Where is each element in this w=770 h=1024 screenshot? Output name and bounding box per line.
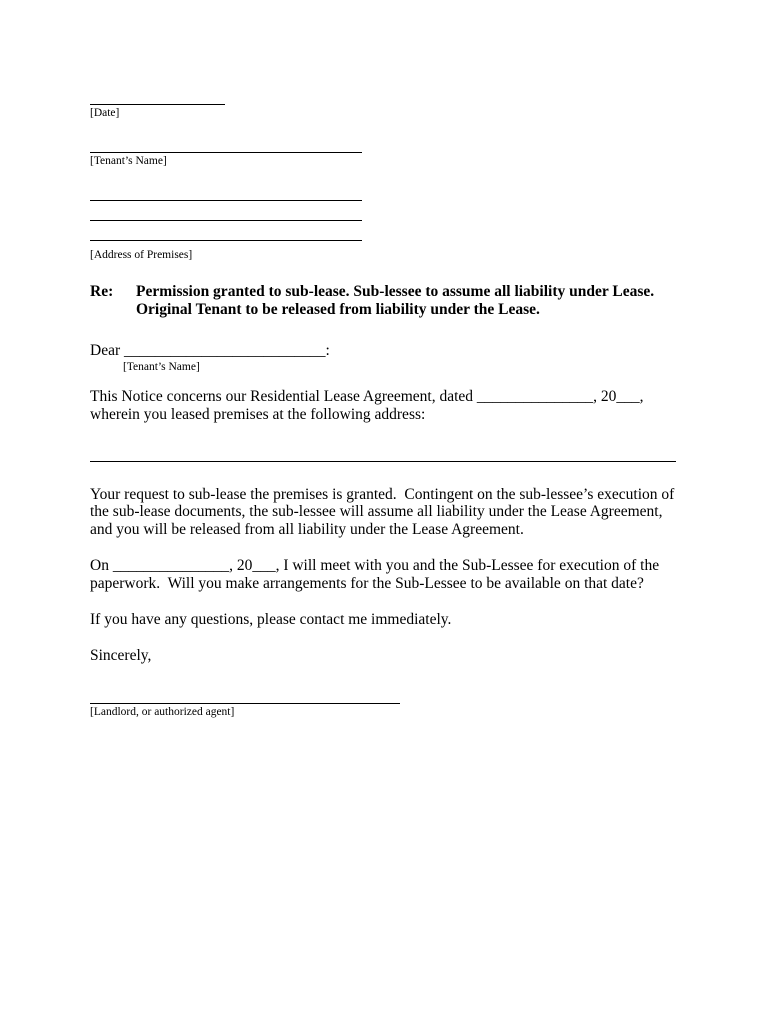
address-blank-line-2 [90, 201, 362, 221]
address-blank-line-1 [90, 181, 362, 201]
grant-paragraph: Your request to sub-lease the premises is granted. Contingent on the sub-lessee’s execution of the sub-lease documents, the sub-lessee will assume all liability under the Lease Agreement, and you will be released from all liability under the Lease Agreement. [90, 485, 679, 539]
lease-notice-paragraph: This Notice concerns our Residential Lease Agreement, dated _______________, 20___, wherein you leased premises at the following address: [90, 387, 648, 423]
re-subject-line-2: Original Tenant to be released from liability under the Lease. [136, 301, 540, 319]
meeting-paragraph: On _______________, 20___, I will meet with you and the Sub-Lessee for execution of the paperwork. Will you make arrangements for the Sub-Lessee to be available on that date? [90, 557, 663, 593]
signature-label: [Landlord, or authorized agent] [90, 706, 235, 719]
premises-address-blank-line [90, 461, 676, 462]
tenant-name-blank-line [90, 138, 362, 153]
contact-paragraph: If you have any questions, please contact me immediately. [90, 611, 452, 629]
re-subject-line-1: Permission granted to sub-lease. Sub-lessee to assume all liability under Lease. [136, 283, 655, 300]
closing: Sincerely, [90, 647, 152, 665]
salutation: Dear __________________________: [90, 341, 330, 359]
address-label: [Address of Premises] [90, 249, 193, 261]
date-blank-line [90, 90, 225, 105]
re-subject-block [90, 283, 676, 320]
re-label: Re: [90, 283, 114, 300]
salutation-name-label: [Tenant’s Name] [123, 360, 200, 373]
re-subject-text [136, 283, 676, 320]
date-label: [Date] [90, 107, 120, 119]
tenant-name-label: [Tenant’s Name] [90, 155, 167, 167]
address-block [90, 181, 676, 261]
address-blank-line-3 [90, 221, 362, 241]
letter-content [90, 90, 679, 719]
signature-blank-line [90, 689, 400, 704]
